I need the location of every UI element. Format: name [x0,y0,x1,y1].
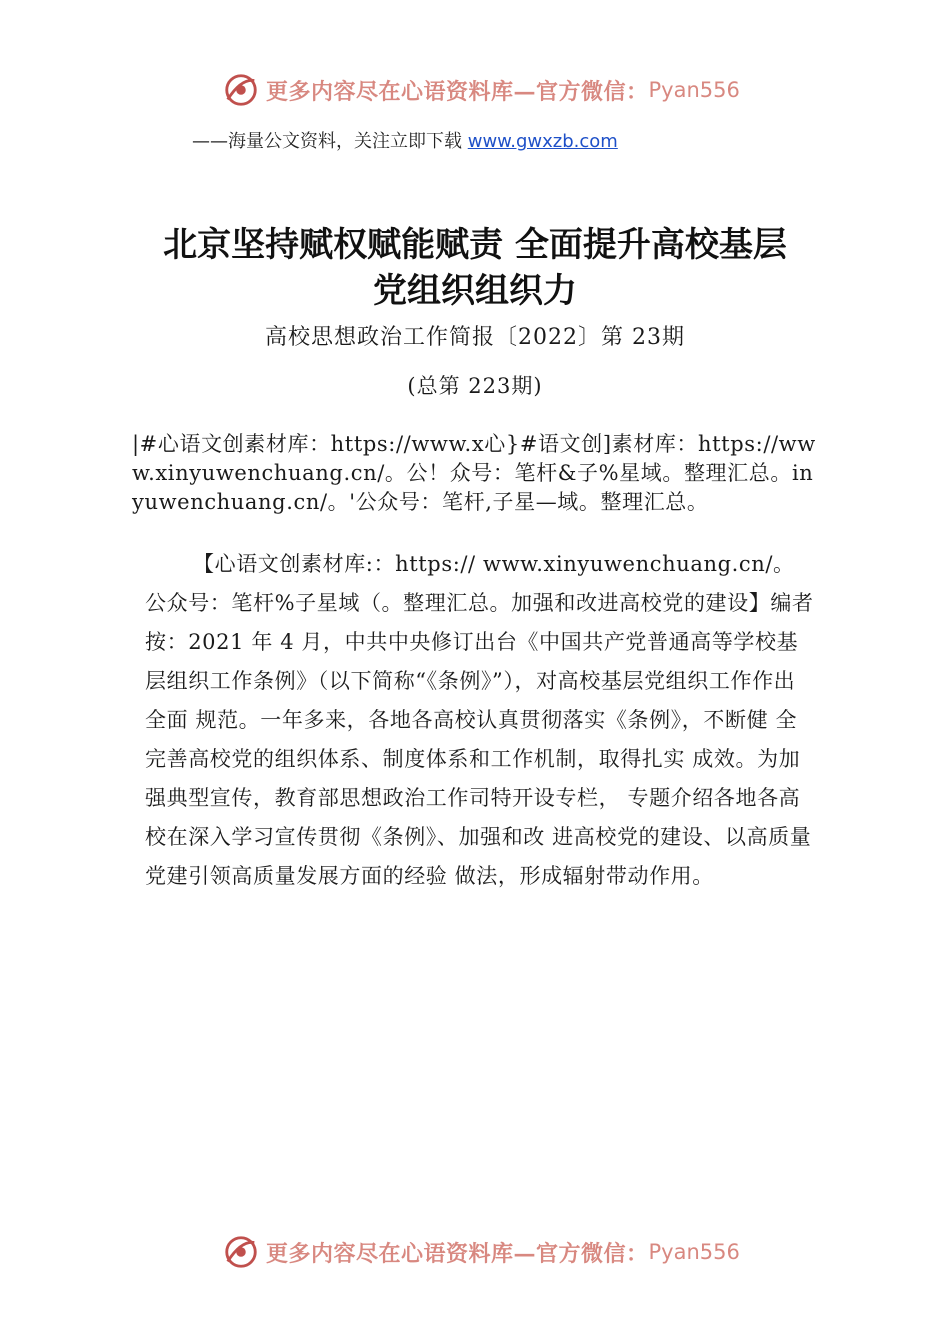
logo-icon [222,71,260,109]
banner-wechat-id: Pyan556 [648,78,740,102]
download-notice-text: ——海量公文资料，关注立即下载 [192,131,468,152]
total-issue-number: (总第 223期) [407,374,543,398]
download-notice [192,127,618,153]
paragraph-2 [145,545,815,896]
title-line-1: 北京坚持赋权赋能赋责 全面提升高校基层 [163,225,787,265]
download-link[interactable]: www.gwxzb.com [467,131,618,152]
document-title [0,222,950,314]
footer-banner [222,1232,742,1272]
banner-wechat-id: Pyan556 [648,1240,740,1264]
banner-text: 更多内容尽在心语资料库—官方微信： [266,78,649,105]
logo-icon [222,1233,260,1271]
header-banner [222,70,742,110]
paragraph-2-text: 【心语文创素材库:：https:// www.xinyuwenchuang.cn/。公众号：笔杆%子星域（。整理汇总。加强和改进高校党的建设】编者按：2021 年 4 月，中共中央修订出台《中国共产党普通高等学校基层组织工作条例》（以下简称“《条例》”），对高校基层党组织工作作出全面 规范。一年多来，各地各高校认真贯彻落实《条例》，不断健 全完善高校党的组织体系、制度体系和工作机制，取得扎实 成效。为加强典型宣传，教育部思想政治工作司特开设专栏， 专题介绍各地各高校在深入学习宣传贯彻《条例》、加强和改 进高校党的建设、以高质量党建引领高质量发展方面的经验 做法，形成辐射带动作用。 [145,552,814,888]
banner-text: 更多内容尽在心语资料库—官方微信： [266,1240,649,1267]
title-line-2: 党组织组织力 [373,271,577,311]
issue-number: 高校思想政治工作简报〔2022〕第 23期 [265,325,685,350]
paragraph-1: |#心语文创素材库：https://www.x心}#语文创]素材库：https://www.xinyuwenchuang.cn/。公！众号：笔杆&子%星域。整理汇总。inyuwenchuang.cn/。'公众号：笔杆,子星—域。整理汇总。 [132,432,816,514]
